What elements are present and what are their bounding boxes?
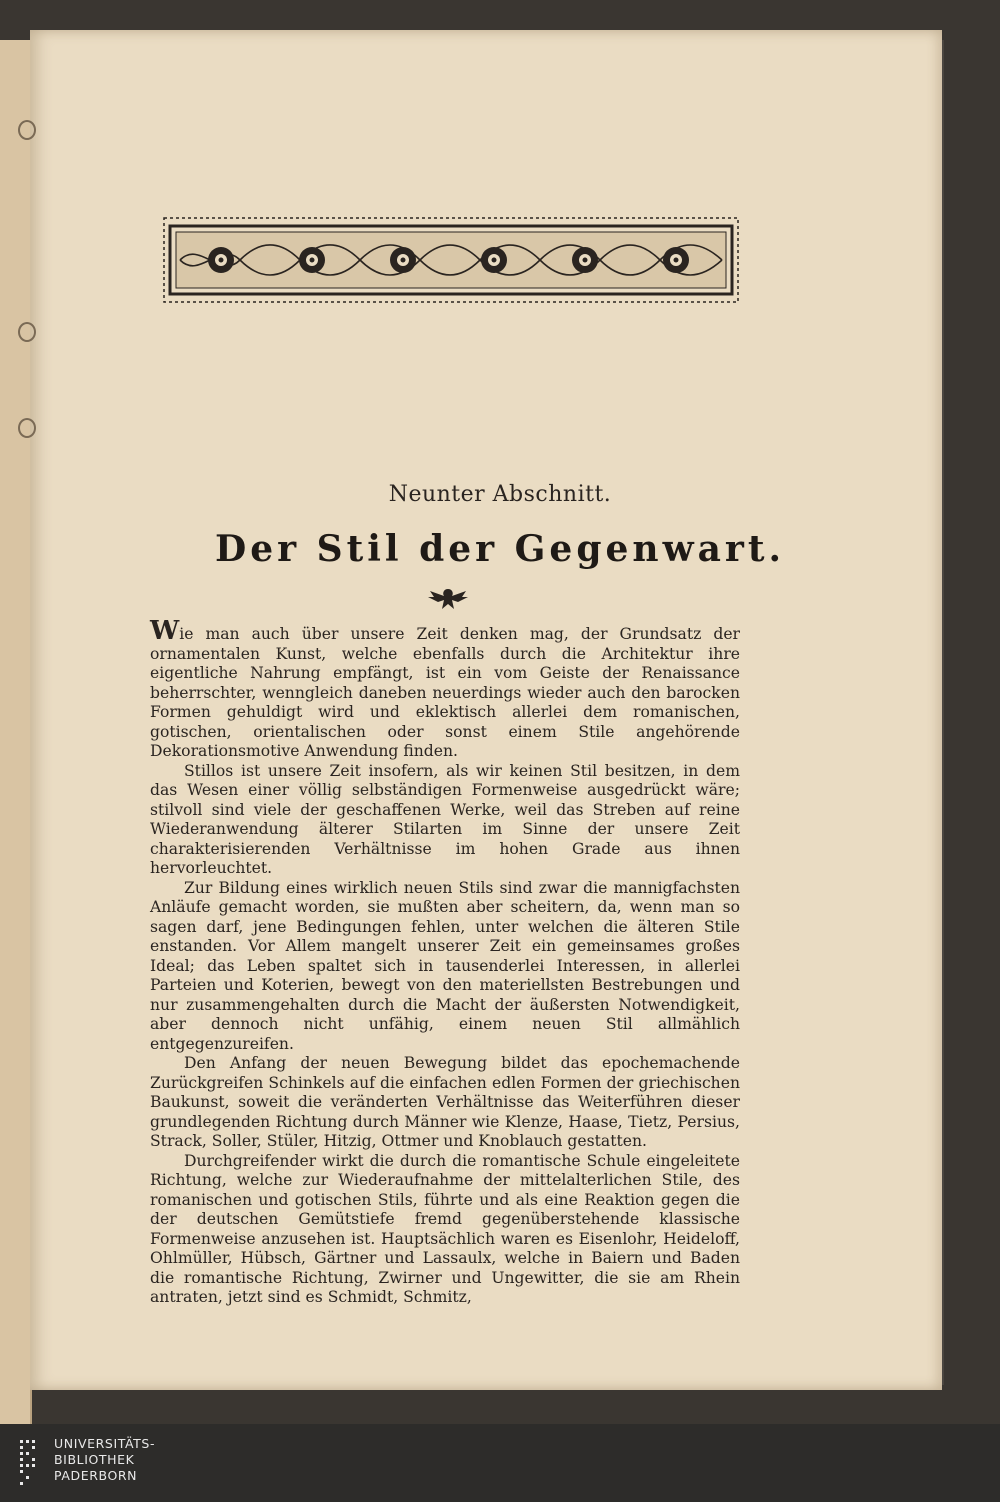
library-footer xyxy=(0,1424,1000,1502)
ornamental-border-headpiece xyxy=(160,214,742,306)
chapter-heading: Neunter Abschnitt. xyxy=(388,482,612,507)
page-title: Der Stil der Gegenwart. xyxy=(214,528,786,570)
left-page-edge xyxy=(0,40,32,1424)
library-name xyxy=(54,1436,155,1484)
library-name-line: PADERBORN xyxy=(54,1468,138,1483)
paragraph-text: ie man auch über unsere Zeit denken mag, der Grundsatz der ornamentalen Kunst, welche ebenfalls durch die Architektur ihre eigentliche Nahrung empfängt, ist ein vom Geiste der Renaissance beherrschter, wenngleich daneben neuerdings wieder auch den barocken Formen gehuldigt wird und eklektisch allerlei dem romanischen, gotischen, orientalischen oder sonst einem Stile angehörende Dekorationsmotive Anwendung finden. xyxy=(150,625,740,760)
binding-stitch xyxy=(18,322,36,342)
library-name-line: BIBLIOTHEK xyxy=(54,1452,135,1467)
eagle-vignette-icon xyxy=(426,585,470,611)
binding-stitch xyxy=(18,418,36,438)
paragraph xyxy=(150,616,740,762)
initial-letter: W xyxy=(150,616,180,646)
paragraph: Durchgreifender wirkt die durch die romantische Schule eingeleitete Richtung, welche zur Wiederaufnahme der mittelalterlichen Stile, des romanischen und gotischen Stils, führte und als eine Reaktion gegen die der deutschen Gemütstiefe fremd gegenüberstehende klassische Formenweise anzusehen ist. Hauptsächlich waren es Eisenlohr, Heideloff, Ohlmüller, Hübsch, Gärtner und Lassaulx, welche in Baiern und Baden die romantische Richtung, Zwirner und Ungewitter, die sie am Rhein antraten, jetzt sind es Schmidt, Schmitz, xyxy=(150,1151,740,1306)
body-text xyxy=(150,616,740,1308)
library-logo-icon xyxy=(14,1434,44,1494)
paragraph: Den Anfang der neuen Bewegung bildet das epochemachende Zurückgreifen Schinkels auf die einfachen edlen Formen der griechischen Baukunst, soweit die veränderten Verhältnisse das Weiterführen dieser grundlegenden Richtung durch Männer wie Klenze, Haase, Tietz, Persius, Strack, Soller, Stüler, Hitzig, Ottmer und Knoblauch gestatten. xyxy=(150,1054,740,1150)
paragraph: Zur Bildung eines wirklich neuen Stils sind zwar die mannigfachsten Anläufe gemacht worden, sie mußten aber scheitern, da, wenn man so sagen darf, jene Bedingungen fehlen, unter welchen die älteren Stile enstanden. Vor Allem mangelt unserer Zeit ein gemeinsames großes Ideal; das Leben spaltet sich in tausenderlei Interessen, in allerlei Parteien und Koterien, bewegt von den materiellsten Bestrebungen und nur zusammengehalten durch die Macht der äußersten Notwendigkeit, aber dennoch nicht unfähig, einem neuen Stil allmählich entgegenzureifen. xyxy=(150,878,740,1053)
library-name-line: UNIVERSITÄTS- xyxy=(54,1436,156,1451)
binding-stitch xyxy=(18,120,36,140)
paragraph: Stillos ist unsere Zeit insofern, als wir keinen Stil besitzen, in dem das Wesen einer völlig selbständigen Formenweise ausgedrückt wäre; stilvoll sind viele der geschaffenen Werke, weil das Streben auf reine Wiederanwendung älterer Stilarten im Sinne der unsere Zeit charakterisierenden Verhältnisse im hohen Grade aus ihnen hervorleuchtet. xyxy=(150,761,740,877)
